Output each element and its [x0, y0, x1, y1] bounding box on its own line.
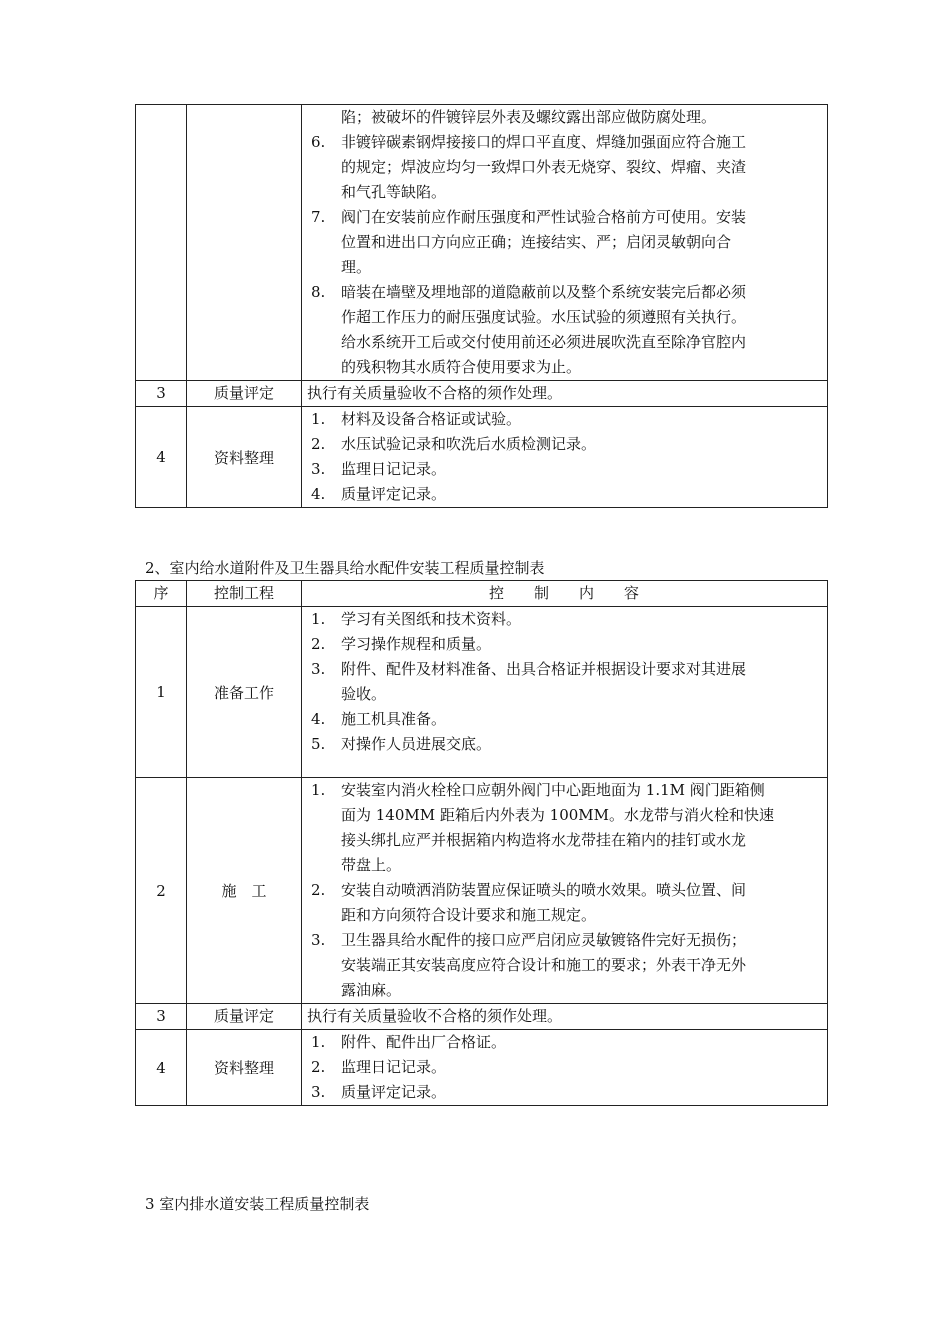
list-item-number: 3.	[311, 1083, 326, 1101]
quality-control-table-2	[135, 580, 828, 1106]
content-list	[307, 778, 821, 1003]
list-item-text: 验收。	[341, 685, 387, 703]
list-item-number	[307, 255, 341, 280]
list-item-number	[307, 853, 341, 878]
table-row	[136, 778, 828, 1004]
list-item-text: 附件、配件及材料准备、出具合格证并根据设计要求对其进展	[341, 660, 747, 678]
list-item	[307, 432, 821, 457]
seq-cell: 4	[136, 1030, 187, 1106]
list-item-number: 2.	[311, 635, 326, 653]
list-item-number: 2.	[311, 881, 326, 899]
list-item-number	[307, 978, 341, 1003]
list-item-number: 1.	[311, 781, 326, 799]
list-item-number: 5.	[311, 735, 326, 753]
list-item-text: 暗装在墙壁及埋地部的道隐蔽前以及整个系统安装完后都必须	[341, 283, 747, 301]
list-item-number	[307, 828, 341, 853]
list-item-text: 的残积物其水质符合使用要求为止。	[341, 358, 582, 376]
content-list	[307, 407, 821, 507]
item-cell: 质量评定	[187, 1004, 302, 1030]
item-cell: 准备工作	[187, 607, 302, 778]
list-item-number	[307, 903, 341, 928]
list-item-text: 作超工作压力的耐压强度试验。水压试验的须遵照有关执行。	[341, 308, 747, 326]
content-list	[307, 105, 821, 380]
header-seq: 序	[136, 581, 187, 607]
content-cell: 执行有关质量验收不合格的须作处理。	[302, 381, 828, 407]
list-item	[307, 732, 821, 757]
list-item	[307, 230, 821, 255]
content-list	[307, 1030, 821, 1105]
list-item	[307, 803, 821, 828]
item-cell: 施 工	[187, 778, 302, 1004]
list-item-number: 1.	[311, 610, 326, 628]
list-item-text: 安装端正其安装高度应符合设计和施工的要求；外表干净无外	[341, 956, 747, 974]
list-item	[307, 180, 821, 205]
list-item	[307, 105, 821, 130]
quality-control-table-1	[135, 104, 828, 508]
list-item	[307, 255, 821, 280]
list-item	[307, 355, 821, 380]
list-item	[307, 707, 821, 732]
table-row	[136, 105, 828, 381]
list-item	[307, 828, 821, 853]
list-item-number	[307, 330, 341, 355]
seq-cell: 1	[136, 607, 187, 778]
list-item-number: 2.	[311, 435, 326, 453]
seq-cell: 3	[136, 1004, 187, 1030]
table-header-row	[136, 581, 828, 607]
header-item: 控制工程	[187, 581, 302, 607]
list-item-text: 非镀锌碳素钢焊接接口的焊口平直度、焊缝加强面应符合施工	[341, 133, 747, 151]
list-item-number: 1.	[311, 410, 326, 428]
item-cell	[187, 105, 302, 381]
list-item-text: 学习操作规程和质量。	[341, 635, 492, 653]
list-item-text: 监理日记记录。	[341, 1058, 447, 1076]
list-item	[307, 482, 821, 507]
list-item	[307, 280, 821, 305]
content-cell	[302, 778, 828, 1004]
seq-cell: 4	[136, 407, 187, 508]
list-item	[307, 978, 821, 1003]
list-item	[307, 330, 821, 355]
list-item	[307, 903, 821, 928]
list-item-text: 位置和进出口方向应正确；连接结实、严；启闭灵敏朝向合	[341, 233, 732, 251]
list-item-number: 1.	[311, 1033, 326, 1051]
item-cell: 资料整理	[187, 407, 302, 508]
content-list	[307, 607, 821, 757]
list-item-text: 陷；被破坏的件镀锌层外表及螺纹露出部应做防腐处理。	[341, 108, 717, 126]
seq-cell: 3	[136, 381, 187, 407]
list-item-text: 安装室内消火栓栓口应朝外阀门中心距地面为 1.1M 阀门距箱侧	[341, 781, 765, 799]
list-item-text: 学习有关图纸和技术资料。	[341, 610, 522, 628]
header-content: 控 制 内 容	[302, 581, 828, 607]
table-row	[136, 1030, 828, 1106]
list-item-text: 卫生器具给水配件的接口应严启闭应灵敏镀铬件完好无损伤；	[341, 931, 747, 949]
list-item-text: 接头绑扎应严并根据箱内构造将水龙带挂在箱内的挂钉或水龙	[341, 831, 747, 849]
list-item	[307, 305, 821, 330]
list-item	[307, 632, 821, 657]
list-item-text: 的规定；焊波应均匀一致焊口外表无烧穿、裂纹、焊瘤、夹渣	[341, 158, 747, 176]
list-item-text: 理。	[341, 258, 372, 276]
list-item-number: 3.	[311, 460, 326, 478]
list-item-number: 4.	[311, 710, 326, 728]
content-cell	[302, 1030, 828, 1106]
content-cell: 执行有关质量验收不合格的须作处理。	[302, 1004, 828, 1030]
list-item-number: 8.	[311, 283, 326, 301]
table-3-caption: 3 室内排水道安装工程质量控制表	[145, 1195, 370, 1213]
item-cell: 质量评定	[187, 381, 302, 407]
list-item	[307, 778, 821, 803]
content-cell	[302, 105, 828, 381]
list-item	[307, 205, 821, 230]
list-item-text: 面为 140MM 距箱后内外表为 100MM。水龙带与消火栓和快速	[341, 806, 775, 824]
list-item	[307, 953, 821, 978]
list-item	[307, 130, 821, 155]
list-item	[307, 407, 821, 432]
list-item-number	[307, 803, 341, 828]
list-item-number	[307, 180, 341, 205]
list-item	[307, 1030, 821, 1055]
table-row	[136, 381, 828, 407]
list-item-number	[307, 682, 341, 707]
table-row	[136, 407, 828, 508]
list-item-number: 6.	[311, 133, 326, 151]
list-item-number	[307, 155, 341, 180]
list-item-text: 监理日记记录。	[341, 460, 447, 478]
list-item	[307, 1080, 821, 1105]
list-item	[307, 853, 821, 878]
list-item-text: 材料及设备合格证或试验。	[341, 410, 522, 428]
table-2-caption: 2、室内给水道附件及卫生器具给水配件安装工程质量控制表	[145, 559, 545, 577]
list-item	[307, 155, 821, 180]
list-item	[307, 682, 821, 707]
table-row	[136, 607, 828, 778]
list-item-text: 带盘上。	[341, 856, 402, 874]
content-cell	[302, 607, 828, 778]
list-item-text: 和气孔等缺陷。	[341, 183, 447, 201]
list-item-number: 3.	[311, 931, 326, 949]
seq-cell	[136, 105, 187, 381]
list-item-number	[307, 355, 341, 380]
list-item-text: 质量评定记录。	[341, 485, 447, 503]
list-item	[307, 657, 821, 682]
list-item-number: 3.	[311, 660, 326, 678]
list-item-number	[307, 953, 341, 978]
list-item-text: 给水系统开工后或交付使用前还必须进展吹洗直至除净官腔内	[341, 333, 747, 351]
list-item	[307, 457, 821, 482]
list-item-text: 露油麻。	[341, 981, 402, 999]
list-item-text: 对操作人员进展交底。	[341, 735, 492, 753]
list-item-number	[307, 305, 341, 330]
list-item-text: 安装自动喷洒消防装置应保证喷头的喷水效果。喷头位置、间	[341, 881, 747, 899]
list-item	[307, 928, 821, 953]
list-item-number: 4.	[311, 485, 326, 503]
list-item-number: 7.	[311, 208, 326, 226]
content-cell	[302, 407, 828, 508]
list-item	[307, 1055, 821, 1080]
list-item-text: 距和方向须符合设计要求和施工规定。	[341, 906, 597, 924]
list-item	[307, 878, 821, 903]
list-item-text: 水压试验记录和吹洗后水质检测记录。	[341, 435, 597, 453]
list-item-number: 2.	[311, 1058, 326, 1076]
seq-cell: 2	[136, 778, 187, 1004]
list-item	[307, 607, 821, 632]
list-item-number	[307, 105, 341, 130]
item-cell: 资料整理	[187, 1030, 302, 1106]
list-item-text: 附件、配件出厂合格证。	[341, 1033, 507, 1051]
list-item-text: 质量评定记录。	[341, 1083, 447, 1101]
list-item-number	[307, 230, 341, 255]
list-item-text: 阀门在安装前应作耐压强度和严性试验合格前方可使用。安装	[341, 208, 747, 226]
list-item-text: 施工机具准备。	[341, 710, 447, 728]
table-row	[136, 1004, 828, 1030]
